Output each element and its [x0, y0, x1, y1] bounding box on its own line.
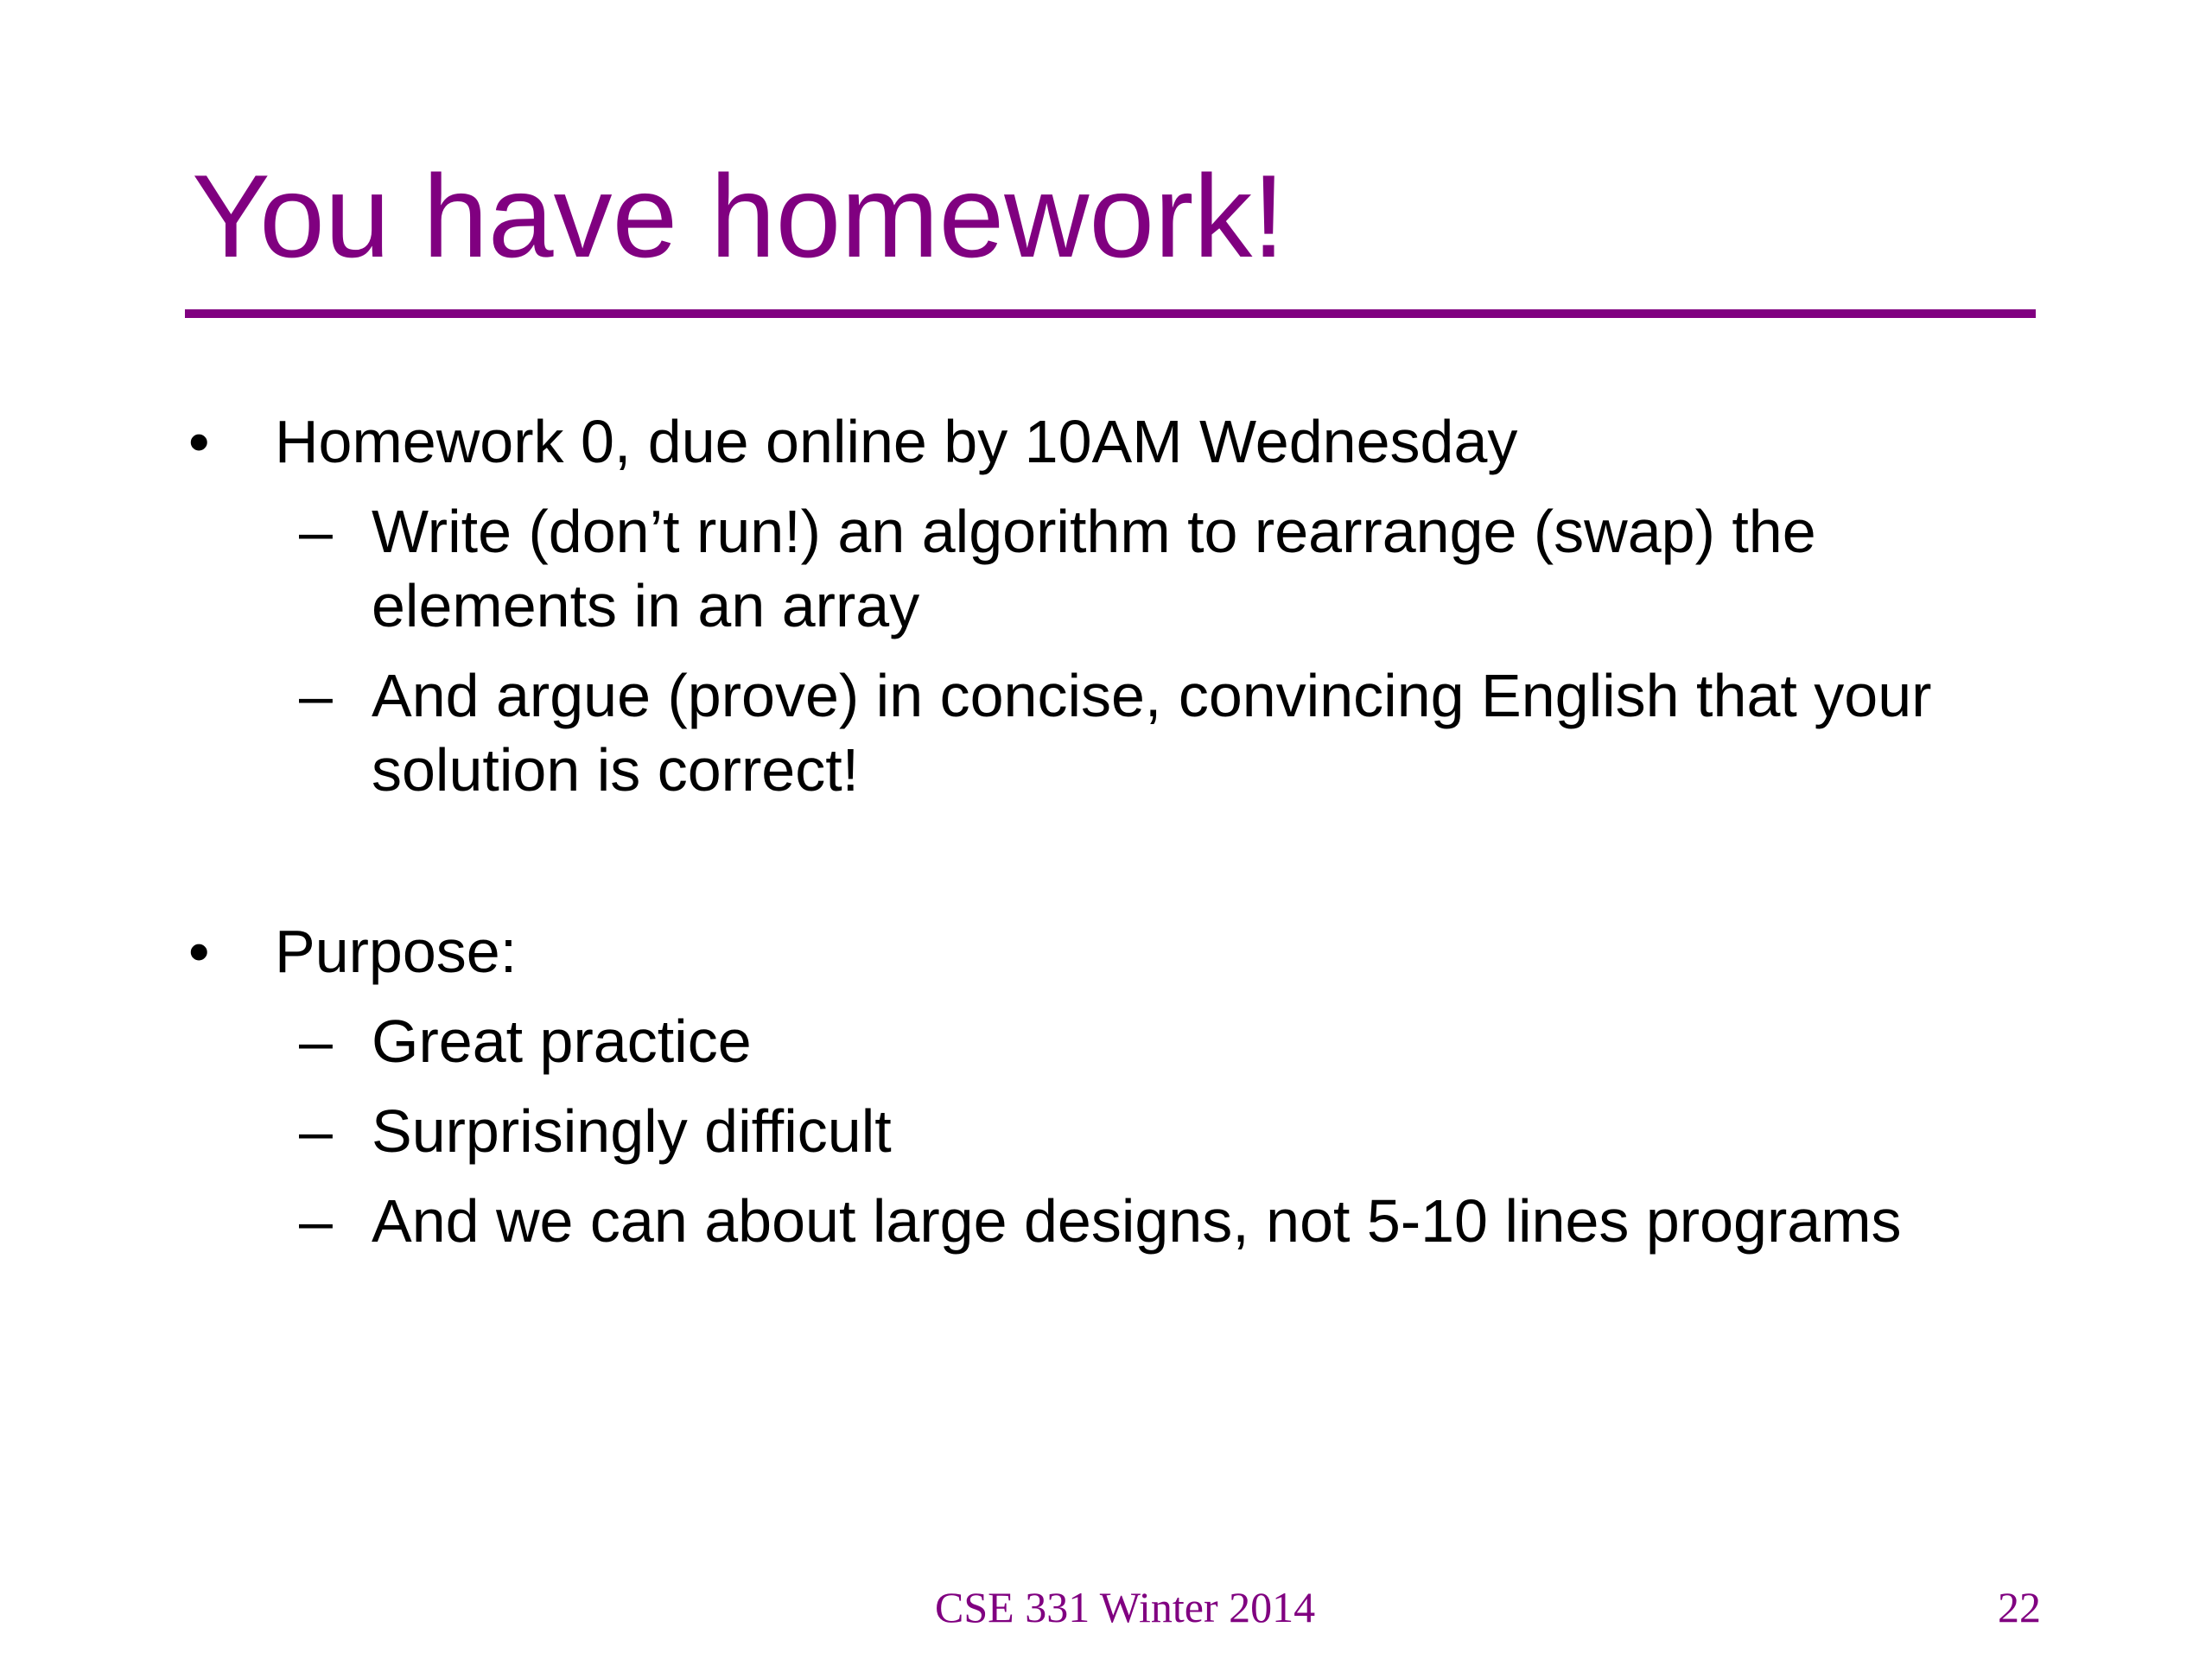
subbullet-marker: – — [299, 1187, 333, 1255]
subbullet-marker: – — [299, 1097, 333, 1165]
subbullet-large-designs: And we can about large designs, not 5-10 lines programs — [372, 1187, 1902, 1255]
subbullet-marker: – — [299, 662, 333, 729]
bullet-marker: • — [188, 918, 210, 985]
slide-title: You have homework! — [192, 150, 1286, 282]
subbullet-write-algorithm: Write (don’t run!) an algorithm to rearrange (swap) the elements in an array — [372, 498, 1816, 639]
title-underline — [185, 309, 2036, 318]
subbullet-marker: – — [299, 498, 333, 565]
footer-course-label: CSE 331 Winter 2014 — [935, 1583, 1316, 1631]
subbullet-surprisingly-difficult: Surprisingly difficult — [372, 1097, 892, 1165]
bullet-homework-0: Homework 0, due online by 10AM Wednesday — [275, 408, 1518, 475]
subbullet-marker: – — [299, 1007, 333, 1075]
footer-page-number: 22 — [1998, 1583, 2041, 1631]
bullet-purpose: Purpose: — [275, 918, 518, 985]
subbullet-argue-correctness: And argue (prove) in concise, convincing English that your solution is correct! — [372, 662, 1932, 804]
bullet-marker: • — [188, 408, 210, 475]
subbullet-great-practice: Great practice — [372, 1007, 752, 1075]
